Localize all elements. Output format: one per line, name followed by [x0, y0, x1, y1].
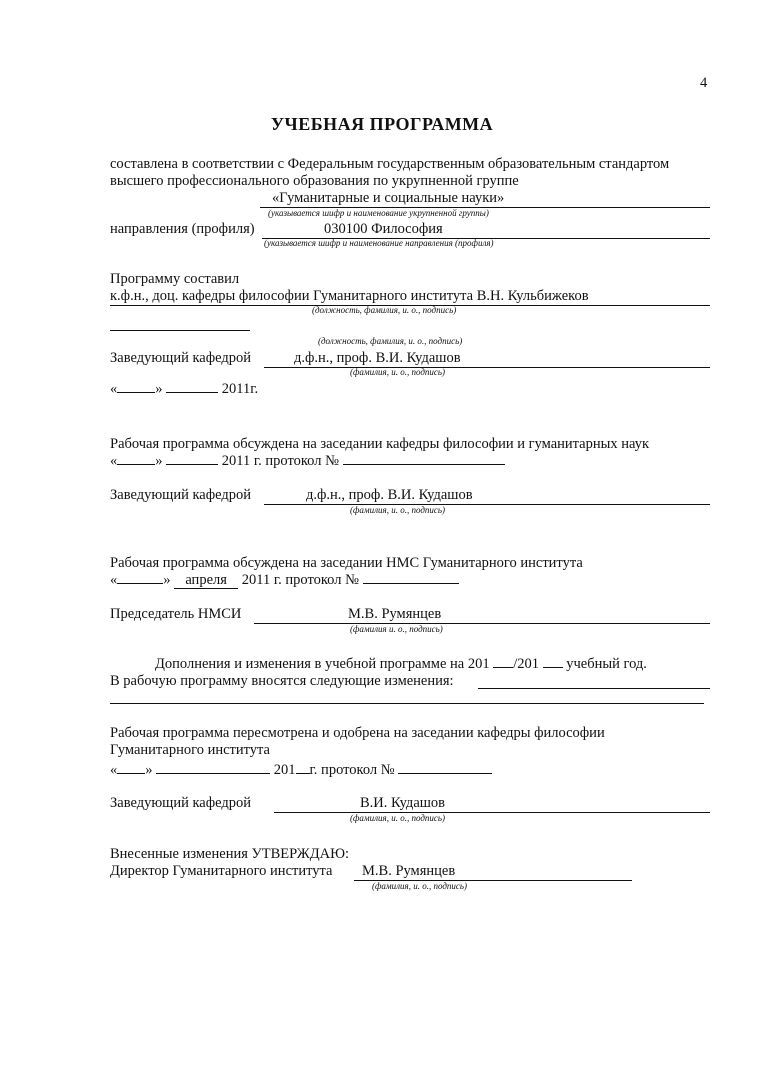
head2-label: Заведующий кафедрой [110, 487, 252, 503]
day-blank [117, 464, 155, 465]
group-field [260, 190, 710, 208]
quote-open: « [110, 572, 118, 588]
direction-label: направления (профиля) [110, 221, 255, 237]
head3-field [274, 795, 710, 813]
dept-meeting-date [110, 453, 505, 470]
page-title: УЧЕБНАЯ ПРОГРАММА [270, 114, 494, 134]
author-label: Программу составил [110, 271, 240, 287]
changes-blank-line [110, 703, 704, 704]
changes-text-b: /201 [513, 656, 539, 672]
chairman-value: М.В. Румянцев [348, 606, 442, 622]
director-label: Директор Гуманитарного института [110, 863, 333, 879]
dept-meeting-text: Рабочая программа обсуждена на заседании кафедры философии и гуманитарных наук [110, 436, 649, 452]
day-blank [117, 773, 145, 774]
page-number: 4 [700, 75, 708, 91]
quote-open: « [110, 762, 118, 778]
director-field [354, 863, 632, 881]
chairman-label: Председатель НМСИ [110, 606, 242, 622]
nms-meeting-protocol: 2011 г. протокол № [241, 572, 359, 588]
month-blank [156, 773, 270, 774]
head1-label: Заведующий кафедрой [110, 350, 252, 366]
direction-caption: (указывается шифр и наименование направления (профиля) [264, 238, 494, 248]
month-blank [166, 464, 218, 465]
chairman-caption: (фамилия и. о., подпись) [350, 624, 443, 634]
changes-line-1 [155, 656, 647, 673]
group-value: «Гуманитарные и социальные науки» [272, 190, 505, 206]
review-date [110, 762, 492, 779]
changes-line-2: В рабочую программу вносятся следующие изменения: [110, 673, 454, 689]
review-line-1: Рабочая программа пересмотрена и одобрена на заседании кафедры философии [110, 725, 605, 741]
nms-meeting-text: Рабочая программа обсуждена на заседании НМС Гуманитарного института [110, 555, 583, 571]
director-value: М.В. Румянцев [362, 863, 456, 879]
quote-open: « [110, 381, 118, 397]
head2-value: д.ф.н., проф. В.И. Кудашов [306, 487, 473, 503]
quote-close: » [163, 572, 171, 588]
head1-caption: (фамилия, и. о., подпись) [350, 367, 446, 377]
head3-caption: (фамилия, и. о., подпись) [350, 813, 446, 823]
nms-meeting-date [110, 572, 459, 589]
day-blank [117, 583, 163, 584]
protocol-blank [343, 464, 505, 465]
changes-text-a: Дополнения и изменения в учебной программе на 201 [155, 656, 490, 672]
director-caption: (фамилия, и. о., подпись) [372, 881, 468, 891]
head1-year: 2011г. [221, 381, 259, 397]
nms-month: апреля [174, 572, 238, 589]
chairman-field [254, 606, 710, 624]
review-line-2: Гуманитарного института [110, 742, 270, 758]
author-caption-2: (должность, фамилия, и. о., подпись) [318, 336, 463, 346]
intro-line-1: составлена в соответствии с Федеральным государственным образовательным стандартом [110, 156, 670, 172]
author-field [110, 288, 710, 306]
year-blank [543, 667, 563, 668]
signature-line [110, 330, 250, 331]
day-blank [117, 392, 155, 393]
head1-value: д.ф.н., проф. В.И. Кудашов [294, 350, 461, 366]
changes-text-c: учебный год. [566, 656, 647, 672]
head1-field [264, 350, 710, 368]
protocol-blank [398, 773, 492, 774]
quote-close: » [145, 762, 153, 778]
quote-open: « [110, 453, 118, 469]
group-caption: (указывается шифр и наименование укрупненной группы) [268, 208, 489, 218]
quote-close: » [155, 453, 163, 469]
head1-date [110, 381, 258, 398]
head2-field [264, 487, 710, 505]
author-caption: (должность, фамилия, и. о., подпись) [312, 305, 457, 315]
changes-blank [478, 688, 710, 689]
year-blank [296, 773, 310, 774]
intro-line-2: высшего профессионального образования по укрупненной группе [110, 173, 519, 189]
head2-caption: (фамилия, и. о., подпись) [350, 505, 446, 515]
direction-value: 030100 Философия [324, 221, 443, 237]
head3-value: В.И. Кудашов [360, 795, 446, 811]
direction-field [262, 221, 710, 239]
approval-label: Внесенные изменения УТВЕРЖДАЮ: [110, 846, 349, 862]
year-blank [493, 667, 513, 668]
head3-label: Заведующий кафедрой [110, 795, 252, 811]
author-value: к.ф.н., доц. кафедры философии Гуманитарного института В.Н. Кульбижеков [110, 288, 589, 304]
dept-meeting-protocol: 2011 г. протокол № [221, 453, 339, 469]
review-protocol: г. протокол № [309, 762, 395, 778]
protocol-blank [363, 583, 459, 584]
month-blank [166, 392, 218, 393]
review-year: 201 [273, 762, 296, 778]
quote-close: » [155, 381, 163, 397]
